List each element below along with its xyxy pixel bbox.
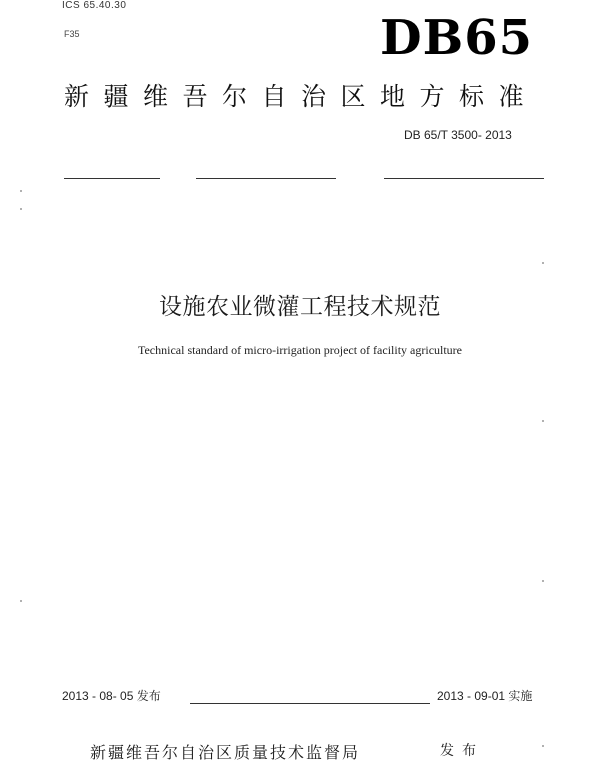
classification-code: F35: [64, 29, 80, 39]
scan-speck: [20, 190, 22, 192]
header-rule-middle: [196, 178, 336, 179]
implement-date: 2013 - 09-01 实施: [437, 689, 533, 703]
scan-speck: [542, 262, 544, 264]
scan-speck: [20, 600, 22, 602]
issue-label: 发布: [440, 743, 484, 759]
standard-code: DB 65/T 3500- 2013: [404, 128, 512, 142]
header-rule-left: [64, 178, 160, 179]
document-title-english: Technical standard of micro-irrigation project of facility agriculture: [137, 343, 463, 357]
release-date: 2013 - 08- 05 发布: [62, 689, 161, 703]
document-title-chinese: 设施农业微灌工程技术规范: [159, 294, 441, 320]
ics-code: ICS 65.40.30: [62, 0, 127, 11]
issuing-authority: 新疆维吾尔自治区质量技术监督局: [90, 743, 361, 762]
scan-speck: [542, 580, 544, 582]
scan-speck: [542, 420, 544, 422]
standard-name: 新疆维吾尔自治区地方标准: [64, 82, 539, 111]
date-rule: [190, 703, 430, 704]
header-rule-right: [384, 178, 544, 179]
db65-logo: DB65: [380, 10, 533, 66]
scan-speck: [20, 208, 22, 210]
scan-speck: [542, 745, 544, 747]
